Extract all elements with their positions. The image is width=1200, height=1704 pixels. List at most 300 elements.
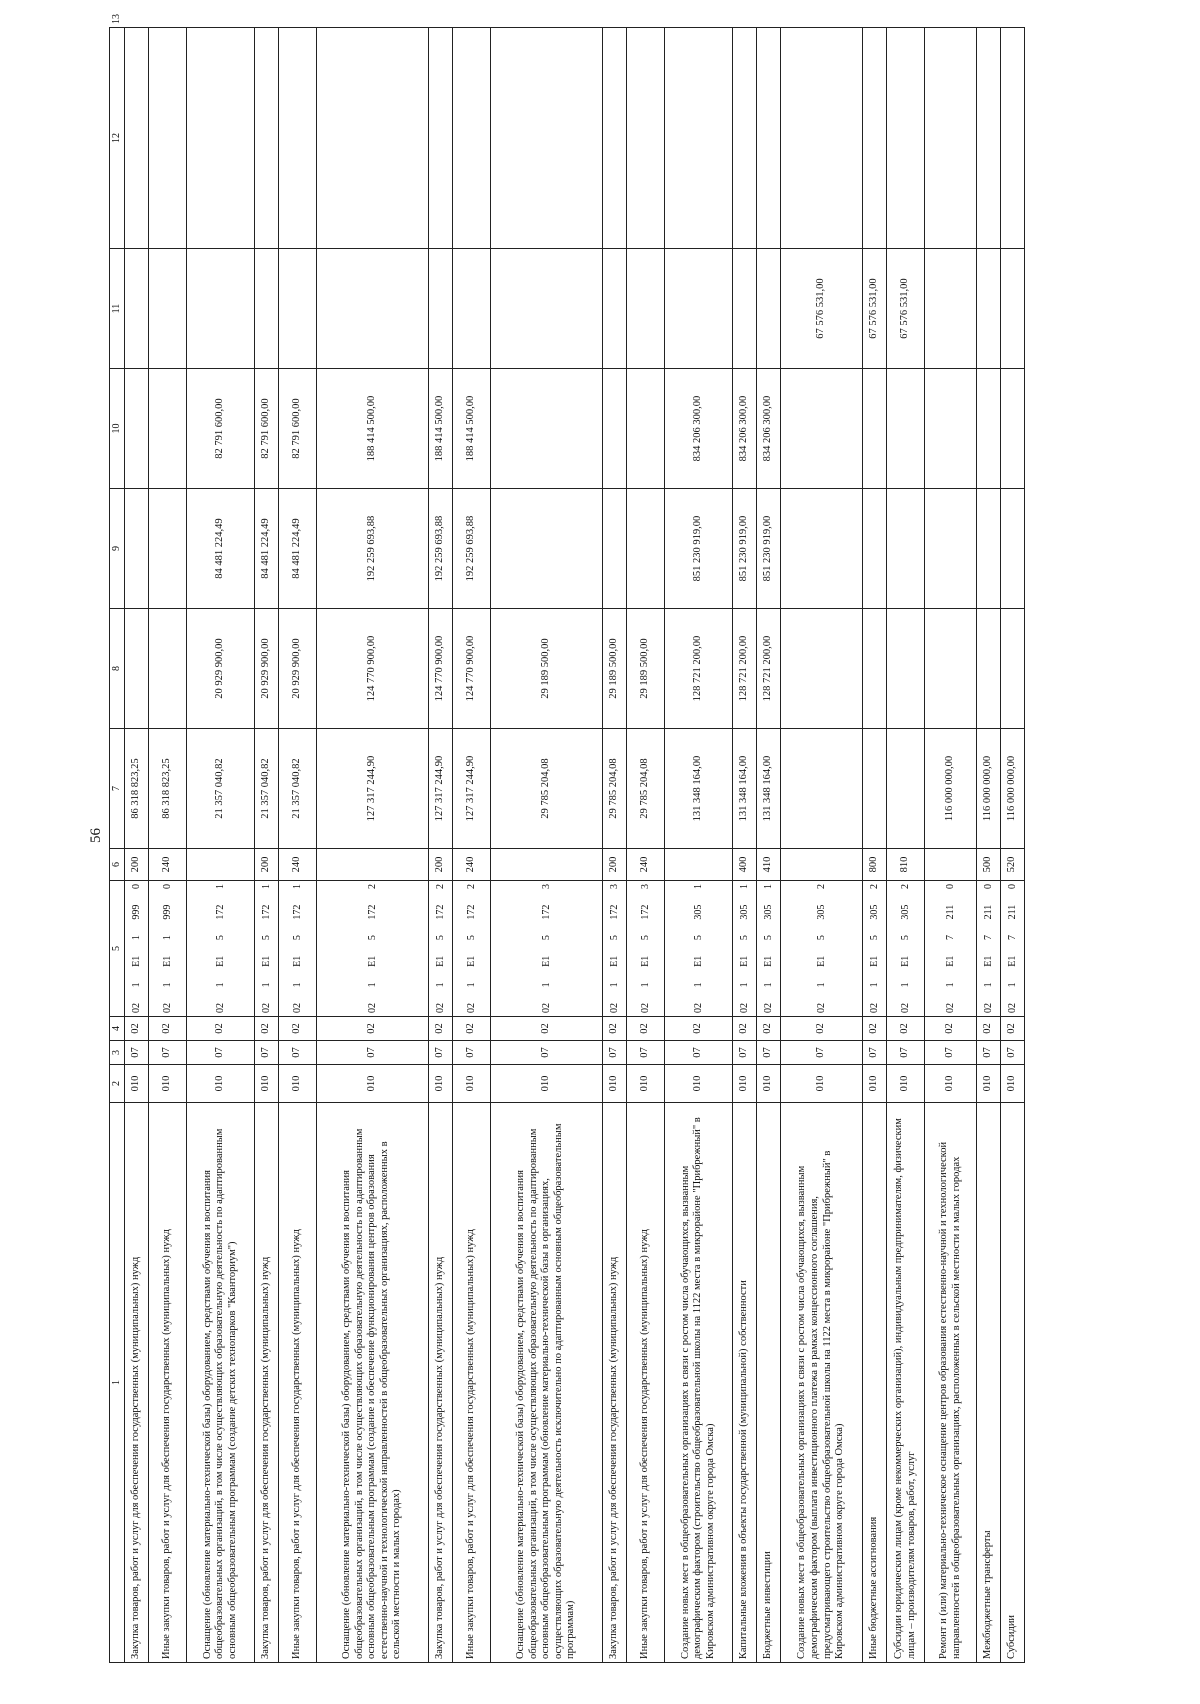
code-part: 305 xyxy=(738,904,750,920)
code-part: 1 xyxy=(161,982,173,988)
amount-c8: 131 348 164,00 xyxy=(757,729,781,849)
code-part: 02 xyxy=(899,1003,911,1013)
amount-c12 xyxy=(925,249,977,369)
amount-c10 xyxy=(627,489,665,609)
table-row xyxy=(887,28,925,1663)
col-code-5: 02 xyxy=(279,1017,317,1041)
col-code-5: 02 xyxy=(125,1017,149,1041)
col-code-4: 07 xyxy=(317,1041,429,1065)
target-article-code xyxy=(149,881,187,1017)
col-code-5: 02 xyxy=(255,1017,279,1041)
code-part: 2 xyxy=(434,884,446,889)
col-code-5: 02 xyxy=(887,1017,925,1041)
amount-c11 xyxy=(1001,369,1025,489)
table-row xyxy=(125,28,149,1663)
col-code-4: 07 xyxy=(781,1041,863,1065)
row-name: Закупка товаров, работ и услуг для обеспечения государственных (муниципальных) нужд xyxy=(603,1103,627,1663)
code-part: 1 xyxy=(608,982,620,988)
amount-c12 xyxy=(125,249,149,369)
code-part: 02 xyxy=(540,1003,552,1013)
header-col-10: 10 xyxy=(110,369,125,489)
amount-c11: 834 206 300,00 xyxy=(665,369,733,489)
amount-c10: 851 230 919,00 xyxy=(665,489,733,609)
row-name: Иные закупки товаров, работ и услуг для обеспечения государственных (муниципальных) нужд xyxy=(279,1103,317,1663)
code-part: 1 xyxy=(214,982,226,988)
amount-c12 xyxy=(255,249,279,369)
col-code-3: 010 xyxy=(149,1065,187,1103)
table-row xyxy=(863,28,887,1663)
amount-c9: 124 770 900,00 xyxy=(453,609,491,729)
header-col-8: 8 xyxy=(110,609,125,729)
amount-c12 xyxy=(757,249,781,369)
code-part: E1 xyxy=(366,955,378,967)
amount-c13 xyxy=(453,28,491,249)
table-row xyxy=(603,28,627,1663)
row-name: Закупка товаров, работ и услуг для обеспечения государственных (муниципальных) нужд xyxy=(125,1103,149,1663)
amount-c13 xyxy=(781,28,863,249)
amount-c10: 192 259 693,88 xyxy=(453,489,491,609)
code-part: 305 xyxy=(762,904,774,920)
target-article-code xyxy=(255,881,279,1017)
col-code-5: 02 xyxy=(149,1017,187,1041)
amount-c8 xyxy=(887,729,925,849)
col-code-5: 02 xyxy=(733,1017,757,1041)
row-name: Капитальные вложения в объекты государственной (муниципальной) собственности xyxy=(733,1103,757,1663)
target-article-code xyxy=(125,881,149,1017)
code-part: 5 xyxy=(815,935,827,941)
amount-c13 xyxy=(733,28,757,249)
amount-c12 xyxy=(665,249,733,369)
col-code-4: 07 xyxy=(603,1041,627,1065)
code-part: 02 xyxy=(815,1003,827,1013)
amount-c11: 834 206 300,00 xyxy=(757,369,781,489)
amount-c10: 84 481 224,49 xyxy=(279,489,317,609)
expense-type-code xyxy=(665,849,733,881)
rotated-document xyxy=(109,14,1112,1663)
code-part: 172 xyxy=(291,904,303,920)
amount-c13 xyxy=(429,28,453,249)
col-code-4: 07 xyxy=(187,1041,255,1065)
code-part: E1 xyxy=(868,955,880,967)
amount-c10 xyxy=(1001,489,1025,609)
code-part: E1 xyxy=(465,955,477,967)
row-name: Иные закупки товаров, работ и услуг для обеспечения государственных (муниципальных) нужд xyxy=(627,1103,665,1663)
table-row xyxy=(757,28,781,1663)
code-part: 02 xyxy=(692,1003,704,1013)
target-article-code xyxy=(887,881,925,1017)
table-row xyxy=(925,28,977,1663)
amount-c12 xyxy=(429,249,453,369)
code-part: 1 xyxy=(692,982,704,988)
code-part: 1 xyxy=(260,884,272,889)
table-row xyxy=(491,28,603,1663)
code-part: E1 xyxy=(692,955,704,967)
code-part: 305 xyxy=(815,904,827,920)
code-part: 5 xyxy=(465,935,477,941)
col-code-3: 010 xyxy=(279,1065,317,1103)
col-code-3: 010 xyxy=(1001,1065,1025,1103)
row-name: Закупка товаров, работ и услуг для обеспечения государственных (муниципальных) нужд xyxy=(255,1103,279,1663)
col-code-4: 07 xyxy=(279,1041,317,1065)
code-part: 0 xyxy=(130,884,142,889)
code-part: 3 xyxy=(540,884,552,889)
amount-c11: 188 414 500,00 xyxy=(453,369,491,489)
amount-c9 xyxy=(125,609,149,729)
code-part: 3 xyxy=(608,884,620,889)
expense-type-code: 200 xyxy=(603,849,627,881)
col-code-5: 02 xyxy=(1001,1017,1025,1041)
code-part: 1 xyxy=(260,982,272,988)
amount-c8: 29 785 204,08 xyxy=(627,729,665,849)
col-code-5: 02 xyxy=(757,1017,781,1041)
amount-c11 xyxy=(925,369,977,489)
amount-c9 xyxy=(781,609,863,729)
col-code-3: 010 xyxy=(665,1065,733,1103)
code-part: 02 xyxy=(982,1003,994,1013)
code-part: 1 xyxy=(291,982,303,988)
header-col-5: 5 xyxy=(110,881,125,1017)
amount-c12 xyxy=(733,249,757,369)
col-code-3: 010 xyxy=(781,1065,863,1103)
expense-type-code xyxy=(925,849,977,881)
col-code-4: 07 xyxy=(925,1041,977,1065)
row-name: Межбюджетные трансферты xyxy=(977,1103,1001,1663)
expense-type-code: 200 xyxy=(429,849,453,881)
row-name: Оснащение (обновление материально-технической базы) оборудованием, средствами обучения и воспитания общеобразовательных организаций, в том числе осуществляющих образовательную деятельность по адаптированным основным общеобразовательным программам (создание и обеспечение функционирования центров образования естественно-научной и технологической направленностей в общеобразовательных организациях, расположенных в сельской местности и малых городах) xyxy=(317,1103,429,1663)
code-part: 02 xyxy=(762,1003,774,1013)
amount-c13 xyxy=(1001,28,1025,249)
table-row xyxy=(149,28,187,1663)
amount-c11 xyxy=(603,369,627,489)
amount-c13 xyxy=(925,28,977,249)
amount-c10 xyxy=(603,489,627,609)
amount-c12 xyxy=(977,249,1001,369)
amount-c10: 851 230 919,00 xyxy=(757,489,781,609)
row-name: Иные бюджетные ассигнования xyxy=(863,1103,887,1663)
code-part: 02 xyxy=(868,1003,880,1013)
header-col-11: 11 xyxy=(110,249,125,369)
page-number: 56 xyxy=(88,828,104,843)
code-part: 02 xyxy=(260,1003,272,1013)
header-col-2: 2 xyxy=(110,1065,125,1103)
expense-type-code: 200 xyxy=(255,849,279,881)
amount-c9 xyxy=(1001,609,1025,729)
col-code-5: 02 xyxy=(781,1017,863,1041)
amount-c13 xyxy=(757,28,781,249)
amount-c11: 188 414 500,00 xyxy=(317,369,429,489)
code-part: 1 xyxy=(899,982,911,988)
target-article-code xyxy=(863,881,887,1017)
target-article-code xyxy=(757,881,781,1017)
code-part: 172 xyxy=(434,904,446,920)
col-code-5: 02 xyxy=(863,1017,887,1041)
code-part: E1 xyxy=(899,955,911,967)
amount-c12 xyxy=(603,249,627,369)
amount-c8: 29 785 204,08 xyxy=(603,729,627,849)
amount-c8: 86 318 823,25 xyxy=(149,729,187,849)
amount-c8: 116 000 000,00 xyxy=(977,729,1001,849)
code-part: 172 xyxy=(366,904,378,920)
amount-c11 xyxy=(491,369,603,489)
amount-c11 xyxy=(863,369,887,489)
amount-c11 xyxy=(149,369,187,489)
code-part: 172 xyxy=(260,904,272,920)
target-article-code xyxy=(1001,881,1025,1017)
code-part: 2 xyxy=(899,884,911,889)
amount-c8: 127 317 244,90 xyxy=(453,729,491,849)
amount-c9 xyxy=(863,609,887,729)
expense-type-code xyxy=(781,849,863,881)
amount-c9: 29 189 500,00 xyxy=(627,609,665,729)
expense-type-code: 520 xyxy=(1001,849,1025,881)
row-name: Оснащение (обновление материально-технической базы) оборудованием, средствами обучения и воспитания общеобразовательных организаций, в том числе осуществляющих образовательную деятельность по адаптированным основным общеобразовательным программам (создание детских технопарков "Кванториум") xyxy=(187,1103,255,1663)
amount-c13 xyxy=(317,28,429,249)
amount-c11 xyxy=(977,369,1001,489)
col-code-5: 02 xyxy=(977,1017,1001,1041)
amount-c11 xyxy=(627,369,665,489)
code-part: E1 xyxy=(639,955,651,967)
col-code-4: 07 xyxy=(149,1041,187,1065)
code-part: 02 xyxy=(161,1003,173,1013)
col-code-3: 010 xyxy=(255,1065,279,1103)
expense-type-code xyxy=(187,849,255,881)
code-part: 02 xyxy=(608,1003,620,1013)
amount-c12 xyxy=(187,249,255,369)
amount-c11: 82 791 600,00 xyxy=(255,369,279,489)
code-part: 1 xyxy=(540,982,552,988)
amount-c9 xyxy=(925,609,977,729)
row-name: Ремонт и (или) материально-техническое оснащение центров образования естественно-научной и технологической направленностей в общеобразовательных организациях, расположенных в сельской местности и малых городах xyxy=(925,1103,977,1663)
code-part: E1 xyxy=(982,955,994,967)
col-code-5: 02 xyxy=(491,1017,603,1041)
code-part: 1 xyxy=(868,982,880,988)
row-name: Субсидии юридическим лицам (кроме некоммерческих организаций), индивидуальным предпринимателям, физическим лицам – производителям товаров, работ, услуг xyxy=(887,1103,925,1663)
code-part: E1 xyxy=(738,955,750,967)
amount-c13 xyxy=(627,28,665,249)
amount-c11: 834 206 300,00 xyxy=(733,369,757,489)
col-code-5: 02 xyxy=(453,1017,491,1041)
code-part: E1 xyxy=(130,955,142,967)
amount-c13 xyxy=(187,28,255,249)
code-part: 7 xyxy=(1006,934,1018,940)
amount-c10: 84 481 224,49 xyxy=(255,489,279,609)
col-code-4: 07 xyxy=(665,1041,733,1065)
col-code-5: 02 xyxy=(627,1017,665,1041)
col-code-3: 010 xyxy=(863,1065,887,1103)
header-row: 1 2 3 4 5 6 7 8 9 10 11 12 13 xyxy=(110,28,125,1663)
col-code-3: 010 xyxy=(627,1065,665,1103)
code-part: 172 xyxy=(540,904,552,920)
table-row xyxy=(665,28,733,1663)
target-article-code xyxy=(627,881,665,1017)
amount-c8: 131 348 164,00 xyxy=(733,729,757,849)
code-part: 2 xyxy=(868,884,880,889)
amount-c10: 851 230 919,00 xyxy=(733,489,757,609)
amount-c12: 67 576 531,00 xyxy=(863,249,887,369)
amount-c13 xyxy=(665,28,733,249)
code-part: 999 xyxy=(161,904,173,920)
header-col-7: 7 xyxy=(110,729,125,849)
table-row xyxy=(453,28,491,1663)
header-col-4: 4 xyxy=(110,1017,125,1041)
amount-c8: 116 000 000,00 xyxy=(1001,729,1025,849)
code-part: 5 xyxy=(762,935,774,941)
code-part: 5 xyxy=(899,935,911,941)
code-part: 172 xyxy=(214,904,226,920)
code-part: 999 xyxy=(130,904,142,920)
row-name: Создание новых мест в общеобразовательных организациях в связи с ростом числа обучающихся, вызванным демографическим фактором (строительство общеобразовательной школы на 1122 места в микрорайоне "Прибрежный" в Кировском административном округе города Омска) xyxy=(665,1103,733,1663)
amount-c10 xyxy=(491,489,603,609)
header-col-6: 6 xyxy=(110,849,125,881)
amount-c12 xyxy=(149,249,187,369)
amount-c9: 20 929 900,00 xyxy=(255,609,279,729)
code-part: E1 xyxy=(608,955,620,967)
code-part: 5 xyxy=(260,935,272,941)
code-part: 1 xyxy=(738,982,750,988)
code-part: 5 xyxy=(434,935,446,941)
col-code-4: 07 xyxy=(733,1041,757,1065)
col-code-4: 07 xyxy=(255,1041,279,1065)
amount-c13 xyxy=(603,28,627,249)
col-code-4: 07 xyxy=(863,1041,887,1065)
amount-c8: 131 348 164,00 xyxy=(665,729,733,849)
col-code-5: 02 xyxy=(317,1017,429,1041)
code-part: 02 xyxy=(639,1003,651,1013)
target-article-code xyxy=(453,881,491,1017)
col-code-3: 010 xyxy=(125,1065,149,1103)
code-part: 5 xyxy=(639,935,651,941)
expense-type-code: 240 xyxy=(279,849,317,881)
amount-c9: 124 770 900,00 xyxy=(317,609,429,729)
col-code-4: 07 xyxy=(125,1041,149,1065)
amount-c9: 29 189 500,00 xyxy=(603,609,627,729)
table-row xyxy=(1001,28,1025,1663)
code-part: 02 xyxy=(214,1003,226,1013)
expense-type-code: 810 xyxy=(887,849,925,881)
row-name: Иные закупки товаров, работ и услуг для обеспечения государственных (муниципальных) нужд xyxy=(149,1103,187,1663)
row-name: Иные закупки товаров, работ и услуг для обеспечения государственных (муниципальных) нужд xyxy=(453,1103,491,1663)
code-part: 02 xyxy=(130,1003,142,1013)
col-code-4: 07 xyxy=(757,1041,781,1065)
code-part: 1 xyxy=(762,884,774,889)
code-part: 02 xyxy=(291,1003,303,1013)
col-code-5: 02 xyxy=(187,1017,255,1041)
col-code-4: 07 xyxy=(429,1041,453,1065)
code-part: 1 xyxy=(291,884,303,889)
code-part: E1 xyxy=(1006,955,1018,967)
amount-c9: 128 721 200,00 xyxy=(733,609,757,729)
table-row xyxy=(429,28,453,1663)
amount-c9: 128 721 200,00 xyxy=(757,609,781,729)
header-col-12: 12 xyxy=(110,28,125,249)
col-code-4: 07 xyxy=(1001,1041,1025,1065)
col-code-3: 010 xyxy=(603,1065,627,1103)
code-part: 02 xyxy=(1006,1003,1018,1013)
col-code-5: 02 xyxy=(603,1017,627,1041)
amount-c8 xyxy=(863,729,887,849)
amount-c8: 21 357 040,82 xyxy=(187,729,255,849)
code-part: 1 xyxy=(130,935,142,941)
target-article-code xyxy=(429,881,453,1017)
col-code-5: 02 xyxy=(429,1017,453,1041)
col-code-3: 010 xyxy=(317,1065,429,1103)
table-row xyxy=(255,28,279,1663)
amount-c12 xyxy=(453,249,491,369)
code-part: 02 xyxy=(434,1003,446,1013)
code-part: E1 xyxy=(434,955,446,967)
amount-c10: 84 481 224,49 xyxy=(187,489,255,609)
col-code-3: 010 xyxy=(453,1065,491,1103)
amount-c8: 127 317 244,90 xyxy=(429,729,453,849)
amount-c12 xyxy=(491,249,603,369)
col-code-3: 010 xyxy=(977,1065,1001,1103)
col-code-4: 07 xyxy=(887,1041,925,1065)
amount-c8: 86 318 823,25 xyxy=(125,729,149,849)
amount-c13 xyxy=(887,28,925,249)
amount-c11 xyxy=(125,369,149,489)
table-row xyxy=(781,28,863,1663)
code-part: 0 xyxy=(1006,884,1018,890)
amount-c13 xyxy=(149,28,187,249)
header-col-1: 1 xyxy=(110,1103,125,1663)
expense-type-code: 240 xyxy=(149,849,187,881)
amount-c13 xyxy=(977,28,1001,249)
amount-c13 xyxy=(863,28,887,249)
col-code-3: 010 xyxy=(887,1065,925,1103)
expense-type-code: 800 xyxy=(863,849,887,881)
amount-c8: 21 357 040,82 xyxy=(279,729,317,849)
amount-c11: 188 414 500,00 xyxy=(429,369,453,489)
code-part: 211 xyxy=(982,904,994,920)
code-part: 305 xyxy=(692,904,704,920)
col-code-3: 010 xyxy=(429,1065,453,1103)
amount-c13 xyxy=(125,28,149,249)
code-part: 1 xyxy=(815,982,827,988)
table-row xyxy=(279,28,317,1663)
row-name: Закупка товаров, работ и услуг для обеспечения государственных (муниципальных) нужд xyxy=(429,1103,453,1663)
col-code-3: 010 xyxy=(733,1065,757,1103)
code-part: 2 xyxy=(366,884,378,889)
amount-c10 xyxy=(125,489,149,609)
code-part: 02 xyxy=(738,1003,750,1013)
amount-c10 xyxy=(149,489,187,609)
col-code-5: 02 xyxy=(665,1017,733,1041)
code-part: 7 xyxy=(944,934,956,940)
amount-c9 xyxy=(977,609,1001,729)
code-part: 1 xyxy=(1006,982,1018,988)
amount-c10: 192 259 693,88 xyxy=(317,489,429,609)
col-code-4: 07 xyxy=(491,1041,603,1065)
col-code-4: 07 xyxy=(453,1041,491,1065)
code-part: E1 xyxy=(815,955,827,967)
code-part: 1 xyxy=(465,982,477,988)
amount-c8: 116 000 000,00 xyxy=(925,729,977,849)
amount-c9: 124 770 900,00 xyxy=(429,609,453,729)
code-part: 0 xyxy=(161,884,173,889)
target-article-code xyxy=(317,881,429,1017)
row-name: Оснащение (обновление материально-технической базы) оборудованием, средствами обучения и воспитания общеобразовательных организаций, в том числе осуществляющих образовательную деятельность по адаптированным основным общеобразовательным программам (обновление материально-технической базы в организациях, осуществляющих образовательную деятельность исключительно по адаптированным основным общеобразовательным программам) xyxy=(491,1103,603,1663)
amount-c9: 20 929 900,00 xyxy=(279,609,317,729)
code-part: 211 xyxy=(1006,904,1018,920)
amount-c13 xyxy=(255,28,279,249)
code-part: 172 xyxy=(639,904,651,920)
code-part: 7 xyxy=(982,934,994,940)
code-part: E1 xyxy=(260,955,272,967)
budget-table xyxy=(109,14,1025,1663)
amount-c8 xyxy=(781,729,863,849)
code-part: 1 xyxy=(762,982,774,988)
code-part: 3 xyxy=(639,884,651,889)
